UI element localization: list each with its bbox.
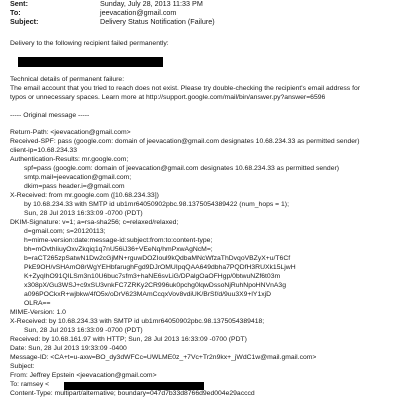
- raw-line: b=raCT265zpSatwN1Dw2cGjMN+rguwDOZIoul9kQdbaMNcWfzaThDvqoVBZyX+u/T6Cf: [24, 255, 291, 262]
- raw-line: by 10.68.234.33 with SMTP id ub1mr64050902pbc.98.1375054389422 (num_hops = 1);: [24, 201, 289, 208]
- sent-value: Sunday, July 28, 2013 11:33 PM: [100, 0, 203, 8]
- to-label: To:: [10, 8, 21, 17]
- raw-line: Authentication-Results: mr.google.com;: [10, 156, 129, 163]
- original-message-separator: ----- Original message -----: [10, 112, 90, 119]
- raw-line: Date: Sun, 28 Jul 2013 19:33:09 -0400: [10, 345, 127, 352]
- tech-line-1: The email account that you tried to reach does not exist. Please try double-checking the recipient's email address for: [10, 85, 361, 92]
- raw-line: dkim=pass header.i=@gmail.com: [24, 183, 125, 190]
- sent-row: [10, 0, 203, 8]
- subject-value: Delivery Status Notification (Failure): [100, 17, 215, 26]
- raw-line: Message-ID: <CA+t=u-axw=BO_dy3dWFCc=UWLME0z_+7Vc+Tr2n9kx+_jWdC1w@mail.gmail.com>: [10, 354, 317, 361]
- sent-label: Sent:: [10, 0, 28, 8]
- subject-row: [10, 17, 215, 26]
- raw-line: To: ramsey <: [10, 381, 50, 388]
- raw-line: spf=pass (google.com: domain of jeevacation@gmail.com designates 10.68.234.33 as permitted sender): [24, 165, 340, 172]
- tech-line-2: typos or unnecessary spaces. Learn more at http://support.google.com/mail/bin/answer.py?answer=6596: [10, 94, 326, 101]
- raw-line: OLRA==: [24, 300, 51, 307]
- raw-line: Sun, 28 Jul 2013 16:33:09 -0700 (PDT): [24, 210, 143, 217]
- raw-line: K+ZyqIhO91QILSm3n10U6buc7sfm3+haNE6svLiG/DPalgOaOFHgp/0btwuNZf6t03m: [24, 273, 281, 280]
- raw-line: Received: by 10.68.161.97 with HTTP; Sun, 28 Jul 2013 16:33:09 -0700 (PDT): [10, 336, 247, 343]
- to-value: jeevacation@gmail.com: [100, 8, 177, 17]
- raw-line: X-Received: by 10.68.234.33 with SMTP id ub1mr64050902pbc.98.1375054389418;: [10, 318, 265, 325]
- raw-line: DKIM-Signature: v=1; a=rsa-sha256; c=relaxed/relaxed;: [10, 219, 179, 226]
- raw-line: PkE9OH/vSHAmO8rWgYEHbfarughFgd9DJrOMUIpqQAA649dbha7PQDfH3RUXk15LjwH: [24, 264, 296, 271]
- raw-line: Return-Path: <jeevacation@gmail.com>: [10, 129, 131, 136]
- redaction-box: [18, 57, 163, 67]
- raw-line: Subject:: [10, 363, 35, 370]
- to-row: [10, 8, 176, 17]
- raw-line: MIME-Version: 1.0: [10, 309, 66, 316]
- raw-line: d=gmail.com; s=20120113;: [24, 228, 106, 235]
- raw-line: X-Received: from mr.google.com ([10.68.234.33]): [10, 192, 159, 199]
- raw-line: Received-SPF: pass (google.com: domain of jeevacation@gmail.com designates 10.68.234.33 as permitted sender): [10, 138, 360, 145]
- raw-line: a096POCkxR+wjbkw/4fO5x/oDrV623MAmCcqxVov8vdiUK/BrSf/d/9uu3X9+lY1xjD: [24, 291, 272, 298]
- redaction-box: [64, 382, 204, 390]
- raw-line: smtp.mail=jeevacation@gmail.com;: [24, 174, 132, 181]
- raw-line: h=mime-version:date:message-id:subject:from:to:content-type;: [24, 237, 213, 244]
- subject-label: Subject:: [10, 17, 39, 26]
- intro-text: Delivery to the following recipient failed permanently:: [10, 40, 169, 47]
- raw-line: Content-Type: multipart/alternative; boundary=047d7b33d8766d9ed004e29acccd: [10, 390, 255, 397]
- raw-line: client-ip=10.68.234.33: [10, 147, 78, 154]
- raw-line: x308pX/Gu3WSJ+c9xSU3vnkFC7ZRKy2CR996uk0pchg0lqwDssoNjRuhNpoHNVnA3g: [24, 282, 286, 289]
- raw-line: bh=mOvthIiuyOxvZkqiq1q7nU56iJ36+VEeNq/hmPxwAgNcM=;: [24, 246, 213, 253]
- tech-title: Technical details of permanent failure:: [10, 76, 125, 83]
- raw-line: From: Jeffrey Epstein <jeevacation@gmail.com>: [10, 372, 157, 379]
- raw-line: Sun, 28 Jul 2013 16:33:09 -0700 (PDT): [24, 327, 143, 334]
